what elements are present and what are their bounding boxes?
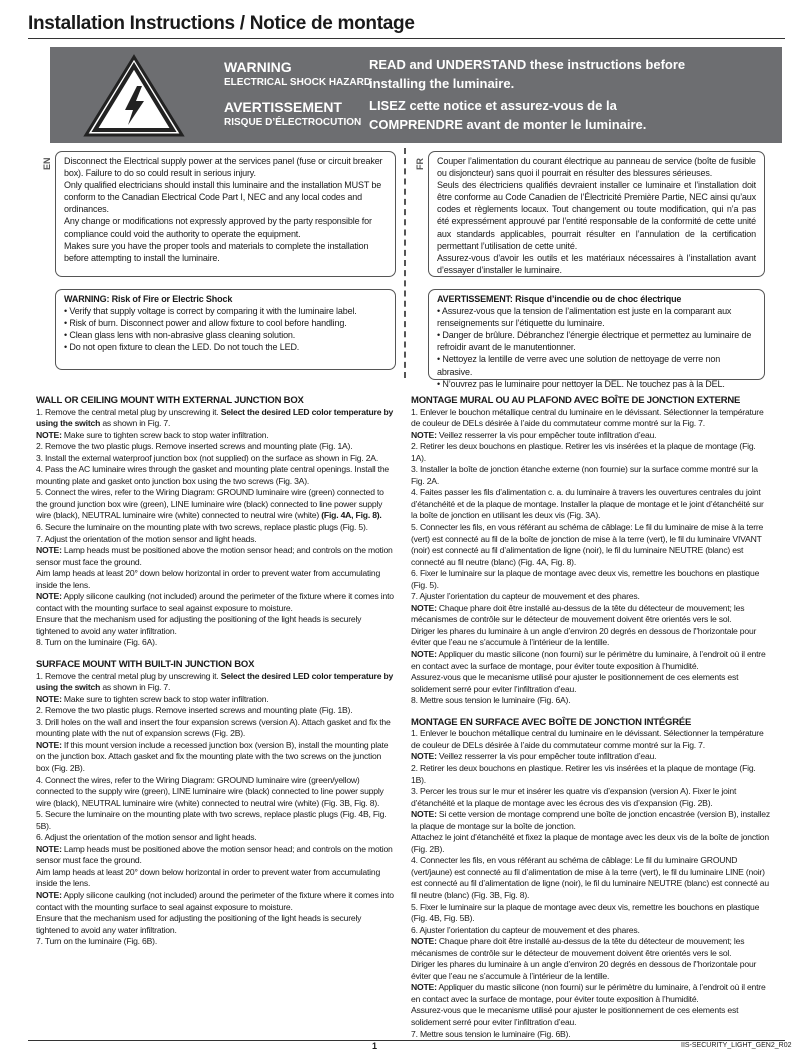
note: NOTE: Chaque phare doit être installé au-dessus de la tête du détecteur de mouvement; les mécanismes de contrôle sur le détecteur de mouvement doivent être orientés vers le sol.	[411, 602, 745, 625]
step: 3. Install the external waterproof junction box (not supplied) on the surface as shown in Fig. 2A.	[36, 452, 379, 463]
step: 7. Adjust the orientation of the motion sensor and light heads.	[36, 533, 257, 544]
step: 1. Remove the central metal plug by unscrewing it. Select the desired LED color temperature by using the switch as shown in Fig. 7.	[36, 406, 394, 429]
en-safety-box	[55, 151, 396, 277]
step: 5. Connecter les fils, en vous référant au schéma de câblage: Le fil du luminaire de mise à la terre (vert) est connecté au fil de la boîte de jonction de mise à la terre (vert), le fil du luminaire VIVANT (noir) est connecté au fil d’alimentation de ligne (noir), le fil du luminaire NEUTRE (blanc) est connecté au fil neutre (blanc) (Fig. 4A, Fig. 8).	[411, 522, 764, 567]
step: 6. Adjust the orientation of the motion sensor and light heads.	[36, 832, 257, 843]
section-heading: MONTAGE EN SURFACE AVEC BOÎTE DE JONCTION INTÉGRÉE	[411, 716, 692, 728]
fr-safety-text: Couper l’alimentation du courant électrique au panneau de service (boîte de fusible ou disjoncteur) sans quoi il pourrait en résulter des blessures sérieuses.	[437, 156, 756, 179]
fr-risk-item: • Danger de brûlure. Débranchez l’énergie électrique et permettez au luminaire de refroidir avant de le manutentionner.	[437, 330, 752, 353]
en-risk-item: • Clean glass lens with non-abrasive glass cleaning solution.	[64, 330, 296, 341]
paragraph: Attachez le joint d’étanchéité et fixez la plaque de montage avec les deux vis de la boîte de jonction (Fig. 2B).	[411, 832, 769, 854]
fr-risk-item: • Nettoyez la lentille de verre avec une solution de nettoyage de verre non abrasive.	[437, 354, 721, 377]
column-divider	[404, 148, 406, 378]
step: 2. Remove the two plastic plugs. Remove inserted screws and mounting plate (Fig. 1A).	[36, 441, 353, 452]
step: 5. Fixer le luminaire sur la plaque de montage avec deux vis, remettre les bouchons en plastique (Fig. 4B, Fig. 5B).	[411, 901, 760, 924]
step: 5. Secure the luminaire on the mounting plate with two screws, replace plastic plugs (Fig. 4B, Fig. 5B).	[36, 809, 387, 831]
step: 7. Turn on the luminaire (Fig. 6B).	[36, 936, 158, 947]
paragraph: Assurez-vous que le mecanisme utilisé pour ajuster le positionnement de ces elements est solidement serré pour eviter l’infiltration d’eau.	[411, 672, 739, 694]
note: NOTE: Chaque phare doit être installé au-dessus de la tête du détecteur de mouvement; les mécanismes de contrôle sur le détecteur de mouvement doivent être orientés vers le sol.	[411, 936, 745, 958]
en-risk-heading: WARNING: Risk of Fire or Electric Shock	[64, 294, 233, 304]
step: 4. Faites passer les fils d’alimentation c. a. du luminaire à travers les ouvertures centrales du joint d’étanchéité et de la plaque de montage. Installer la plaque de montage et le joint d’étanchéité sur la boîte de jonction en utilisant les deux vis (Fig. 3A).	[411, 487, 764, 521]
avertissement-label: AVERTISSEMENT	[224, 99, 342, 115]
electric-shock-warning-icon	[82, 53, 186, 139]
en-safety-text: Only qualified electricians should install this luminaire and the installation MUST be conform to the Canadian Electrical Code Part I, NEC and any local codes and ordinances.	[64, 180, 382, 215]
fr-label: FR	[415, 158, 425, 170]
step: 6. Secure the luminaire on the mounting plate with two screws, replace plastic plugs (Fig. 5).	[36, 522, 368, 533]
document-code: IIS-SECURITY_LIGHT_GEN2_R02	[681, 1042, 792, 1049]
fr-safety-text: Seuls des électriciens qualifiés devraient installer ce luminaire et l’installation doit être conforme au Code Canadien de l’Électricité Première Partie, NEC ainsi qu’aux codes et règlements locaux. Tout changement ou toute modification, qui n’a pas été expressément approuvé par l’entité responsable de la conformité de cette unité aux standards applicables, pourrait résulter en l’annulation de la certification permettant l’utilisation de cette unité.	[437, 180, 756, 251]
step: 1. Enlever le bouchon métallique central du luminaire en le dévissant. Sélectionner la température de couleur de DELs désirée à l’aide du commutateur comme montré sur la Fig. 7.	[411, 728, 764, 750]
fr-instructions-column	[411, 393, 771, 1040]
section-heading: WALL OR CEILING MOUNT WITH EXTERNAL JUNCTION BOX	[36, 395, 304, 406]
paragraph: Assurez-vous que le mecanisme utilisé pour ajuster le positionnement de ces elements est solidement serré pour eviter l’infiltration d’eau.	[411, 1005, 739, 1027]
section-heading: SURFACE MOUNT WITH BUILT-IN JUNCTION BOX	[36, 659, 255, 671]
note: NOTE: Lamp heads must be positioned above the motion sensor head; and controls on the motion sensor must face the ground.	[36, 545, 393, 567]
fr-safety-box	[428, 151, 765, 277]
note: NOTE: Si cette version de montage comprend une boîte de jonction encastrée (version B), installez la plaque de montage sur la boîte de jonction.	[411, 809, 770, 831]
en-label: EN	[42, 157, 52, 170]
step: 4. Pass the AC luminaire wires through the gasket and mounting plate central openings. Install the mounting plate and gasket onto junction box using the two screws (Fig. 3A).	[36, 464, 390, 486]
step: 6. Fixer le luminaire sur la plaque de montage avec deux vis, remettre les bouchons en plastique (Fig. 5).	[411, 568, 760, 590]
fr-risk-item: • Assurez-vous que la tension de l’alimentation est juste en la comparant aux renseignements sur l’étiquette du luminaire.	[437, 306, 732, 329]
paragraph: Aim lamp heads at least 20° down below horizontal in order to prevent water from accumulating inside the lens.	[36, 866, 381, 889]
note: NOTE: Veillez resserrer la vis pour empêcher toute infiltration d’eau.	[411, 429, 657, 440]
note: NOTE: Apply silicone caulking (not included) around the perimeter of the fixture where it comes into contact with the mounting surface to seal against exposure to moisture.	[36, 889, 394, 912]
warning-label: WARNING	[224, 59, 292, 75]
page-title: Installation Instructions / Notice de montage	[28, 13, 415, 34]
step: 4. Connect the wires, refer to the Wiring Diagram: GROUND luminaire wire (green/yellow) connected to the supply wire (green), LINE luminaire wire (black) connected to line power supply wire (black), NEUTRAL luminaire wire (white) connected to neutral wire (white) (Fig. 3B, Fig. 8).	[36, 774, 384, 808]
paragraph: Aim lamp heads at least 20° down below horizontal in order to prevent water from accumulating inside the lens.	[36, 568, 381, 590]
note: NOTE: Make sure to tighten screw back to stop water infiltration.	[36, 429, 269, 440]
en-instructions-column	[36, 393, 394, 948]
step: 1. Enlever le bouchon métallique central du luminaire en le dévissant. Sélectionner la température de couleur de DELs désirée à l’aide du commutateur comme montré sur la Fig. 7.	[411, 406, 764, 429]
step: 4. Connecter les fils, en vous référant au schéma de câblage: Le fil du luminaire GROUND (vert/jaune) est connecté au fil d’alimentation de mise à la terre (vert), le fil du luminaire LINE (noir) est connecté au fil d’alimentation de ligne (noir), le fil du luminaire NEUTRE (blanc) est connecté au fil neutre (blanc) (Fig. 3B, Fig. 8).	[411, 855, 769, 900]
step: 1. Remove the central metal plug by unscrewing it. Select the desired LED color temperature by using the switch as shown in Fig. 7.	[36, 670, 394, 693]
paragraph: Diriger les phares du luminaire à un angle d’environ 20 degrés en dessous de l"horizontale pour éviter que l’eau ne s’accumule à l’intérieur de la lentille.	[411, 959, 757, 981]
fr-risk-heading: AVERTISSEMENT: Risque d’incendie ou de choc électrique	[437, 294, 682, 304]
warning-banner	[50, 47, 782, 143]
footer-divider	[28, 1040, 785, 1041]
step: 7. Mettre sous tension le luminaire (Fig. 6B).	[411, 1028, 571, 1039]
note: NOTE: Appliquer du mastic silicone (non fourni) sur le périmètre du luminaire, à l’endroit où il entre en contact avec la surface de montage, pour éviter toute exposition à l’humidité.	[411, 649, 766, 671]
fr-risk-box	[428, 289, 765, 389]
step: 3. Installer la boîte de jonction étanche externe (non fournie) sur la surface comme montré sur la Fig. 2A.	[411, 464, 758, 486]
note: NOTE: Veillez resserrer la vis pour empêcher toute infiltration d’eau.	[411, 751, 657, 762]
en-safety-text: Makes sure you have the proper tools and materials to complete the installation before attempting to install the luminaire.	[64, 240, 369, 263]
step: 6. Ajuster l’orientation du capteur de mouvement et des phares.	[411, 924, 640, 935]
note: NOTE: Make sure to tighten screw back to stop water infiltration.	[36, 693, 269, 704]
note: NOTE: Appliquer du mastic silicone (non fourni) sur le périmètre du luminaire, à l’endroit où il entre en contact avec la surface de montage, pour éviter toute exposition à l’humidité.	[411, 982, 766, 1004]
step: 2. Retirer les deux bouchons en plastique. Retirer les vis insérées et la plaque de montage (Fig. 1A).	[411, 441, 756, 463]
step: 2. Retirer les deux bouchons en plastique. Retirer les vis insérées et la plaque de montage (Fig. 1B).	[411, 762, 756, 785]
step: 8. Turn on the luminaire (Fig. 6A).	[36, 637, 158, 648]
paragraph: Ensure that the mechanism used for adjusting the positioning of the light heads is securely tightened to avoid any water infiltration.	[36, 913, 362, 935]
section-heading: MONTAGE MURAL OU AU PLAFOND AVEC BOÎTE DE JONCTION EXTERNE	[411, 395, 741, 406]
en-risk-item: • Verify that supply voltage is correct by comparing it with the luminaire label.	[64, 306, 357, 317]
step: 8. Mettre sous tension le luminaire (Fig. 6A).	[411, 695, 571, 706]
note: NOTE: Apply silicone caulking (not included) around the perimeter of the fixture where it comes into contact with the mounting surface to seal against exposure to moisture.	[36, 591, 394, 613]
step: 2. Remove the two plastic plugs. Remove inserted screws and mounting plate (Fig. 1B).	[36, 705, 353, 716]
en-risk-box	[55, 289, 396, 370]
fr-safety-text: Assurez-vous d’avoir les outils et les matériaux nécessaires à l’installation avant d’essayer d’installer le luminaire.	[437, 252, 756, 275]
lisez-text: LISEZ cette notice et assurez-vous de la COMPRENDRE avant de monter le luminaire.	[369, 98, 647, 132]
step: 3. Percer les trous sur le mur et insérer les quatre vis d’expansion (version A). Fixer le joint d’étanchéité et la plaque de montage avec les écrous des vis d’expansion (Fig. 2B).	[411, 786, 737, 808]
warning-sublabel: ELECTRICAL SHOCK HAZARD	[224, 77, 372, 88]
en-safety-text: Disconnect the Electrical supply power at the services panel (fuse or circuit breaker box). Failure to do so could result in serious injury.	[64, 156, 383, 179]
title-divider	[28, 38, 785, 39]
page-number: 1	[372, 1041, 378, 1051]
step: 5. Connect the wires, refer to the Wiring Diagram: GROUND luminaire wire (green) connected to the ground junction box wire (green), LINE luminaire wire (black) connected to line power supply wire (black), NEUTRAL luminaire wire (white) connected to neutral wire (white) (Fig. 4A, Fig. 8).	[36, 487, 384, 521]
en-risk-item: • Do not open fixture to clean the LED. Do not touch the LED.	[64, 342, 300, 353]
paragraph: Diriger les phares du luminaire à un angle d’environ 20 degrés en dessous de l"horizontale pour éviter que l’eau ne s’accumule à l’intérieur de la lentille.	[411, 625, 757, 648]
en-safety-text: Any change or modifications not expressly approved by the party responsible for compliance could void the authority to operate the equipment.	[64, 216, 372, 239]
en-risk-item: • Risk of burn. Disconnect power and allow fixture to cool before handling.	[64, 318, 347, 329]
step: 7. Ajuster l’orientation du capteur de mouvement et des phares.	[411, 591, 640, 602]
fr-risk-item: • N’ouvrez pas le luminaire pour nettoyer la DEL. Ne touchez pas à la DEL.	[437, 378, 725, 389]
note: NOTE: If this mount version include a recessed junction box (version B), install the mounting plate on the junction box. Attach gasket and fix the mounting plate with the two screws on the junction box (Fig. 2B).	[36, 739, 389, 773]
read-understand-text: READ and UNDERSTAND these instructions before installing the luminaire.	[369, 57, 686, 91]
note: NOTE: Lamp heads must be positioned above the motion sensor head; and controls on the motion sensor must face the ground.	[36, 843, 393, 866]
paragraph: Ensure that the mechanism used for adjusting the positioning of the light heads is securely tightened to avoid any water infiltration.	[36, 614, 362, 636]
step: 3. Drill holes on the wall and insert the four expansion screws (version A). Attach gasket and fix the mounting plate with the nut of expansion screws (Fig. 2B).	[36, 716, 391, 739]
avertissement-sublabel: RISQUE D’ÉLECTROCUTION	[224, 117, 362, 128]
